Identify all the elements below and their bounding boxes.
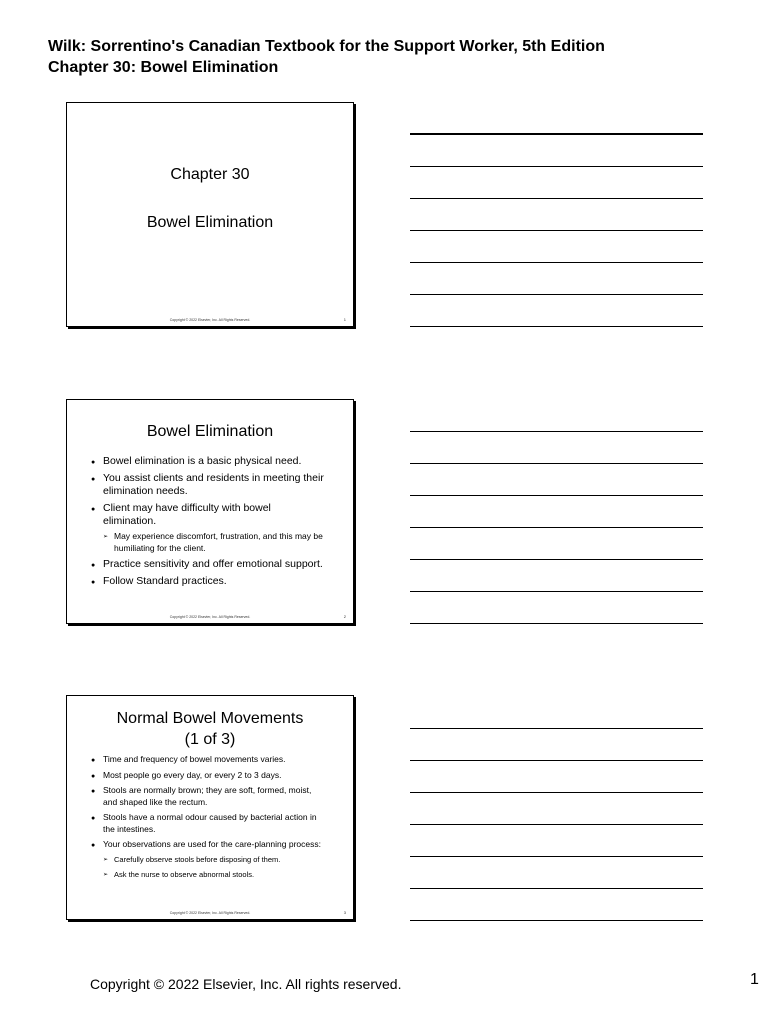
document-title: Wilk: Sorrentino's Canadian Textbook for the Support Worker, 5th Edition — [48, 38, 605, 55]
chapter-title: Chapter 30: Bowel Elimination — [48, 59, 279, 76]
slide-2-bullet: ● You assist clients and residents in meeting their elimination needs. — [91, 472, 325, 498]
note-line — [410, 888, 703, 889]
slide-3-bullet: ● Most people go every day, or every 2 to 3 days. — [91, 770, 327, 782]
note-line — [410, 326, 703, 327]
note-line — [410, 198, 703, 199]
slide-2-subbullet: ➢ May experience discomfort, frustration, and this may be humiliating for the client. — [103, 531, 325, 554]
slide-3-title-part: (1 of 3) — [184, 731, 236, 748]
slide-2-bullet — [91, 502, 325, 554]
slide-1-chapter-name: Bowel Elimination — [146, 214, 274, 231]
slide-3-bullet: ● Stools have a normal odour caused by bacterial action in the intestines. — [91, 812, 327, 835]
slide-3-copyright: Copyright © 2022 Elsevier, Inc. All Rights Reserved. — [169, 911, 251, 915]
note-line — [410, 431, 703, 432]
slide-1-chapter-label: Chapter 30 — [170, 166, 250, 183]
slide-2 — [66, 399, 354, 624]
note-line — [410, 591, 703, 592]
note-line — [410, 623, 703, 624]
note-line — [410, 495, 703, 496]
slide-2-bullet: ● Follow Standard practices. — [91, 575, 325, 588]
slide-3-number: 3 — [343, 910, 346, 915]
slide-3-subbullet: ➢ Ask the nurse to observe abnormal stools. — [103, 869, 327, 880]
slide-2-number: 2 — [343, 614, 346, 619]
slide-3-bullet-text: Your observations are used for the care-planning process: — [103, 839, 321, 849]
slide-3-bullet: ● Stools are normally brown; they are soft, formed, moist, and shaped like the rectum. — [91, 785, 327, 808]
slide-2-bullet: ● Practice sensitivity and offer emotional support. — [91, 558, 325, 571]
slide-2-copyright: Copyright © 2022 Elsevier, Inc. All Rights Reserved. — [169, 615, 251, 619]
note-line — [410, 920, 703, 921]
note-line — [410, 463, 703, 464]
note-line — [410, 856, 703, 857]
note-line — [410, 824, 703, 825]
slide-2-title: Bowel Elimination — [146, 423, 274, 440]
slide-2-bullet-text: Client may have difficulty with bowel elimination. — [103, 502, 271, 527]
note-line — [410, 559, 703, 560]
slide-1-number: 1 — [343, 317, 346, 322]
note-line — [410, 294, 703, 295]
page-number: 1 — [750, 971, 759, 988]
slide-3-bullet — [91, 839, 327, 880]
note-line — [410, 230, 703, 231]
footer-copyright: Copyright © 2022 Elsevier, Inc. All rights reserved. — [90, 976, 402, 992]
note-line — [410, 760, 703, 761]
note-line — [410, 728, 703, 729]
note-line — [410, 527, 703, 528]
slide-3-title: Normal Bowel Movements — [116, 710, 304, 727]
note-line — [410, 133, 703, 135]
document-header — [48, 36, 605, 78]
notes-area-2 — [410, 431, 703, 626]
note-line — [410, 262, 703, 263]
slide-2-body — [91, 455, 325, 588]
slide-1 — [66, 102, 354, 327]
slide-3-subbullet: ➢ Carefully observe stools before disposing of them. — [103, 854, 327, 865]
slide-3-body — [91, 754, 327, 880]
notes-area-1 — [410, 133, 703, 328]
slide-3 — [66, 695, 354, 920]
note-line — [410, 792, 703, 793]
note-line — [410, 166, 703, 167]
slide-2-bullet: ● Bowel elimination is a basic physical need. — [91, 455, 325, 468]
slide-3-bullet: ● Time and frequency of bowel movements varies. — [91, 754, 327, 766]
slide-1-copyright: Copyright © 2022 Elsevier, Inc. All Rights Reserved. — [169, 318, 251, 322]
notes-area-3 — [410, 728, 703, 923]
